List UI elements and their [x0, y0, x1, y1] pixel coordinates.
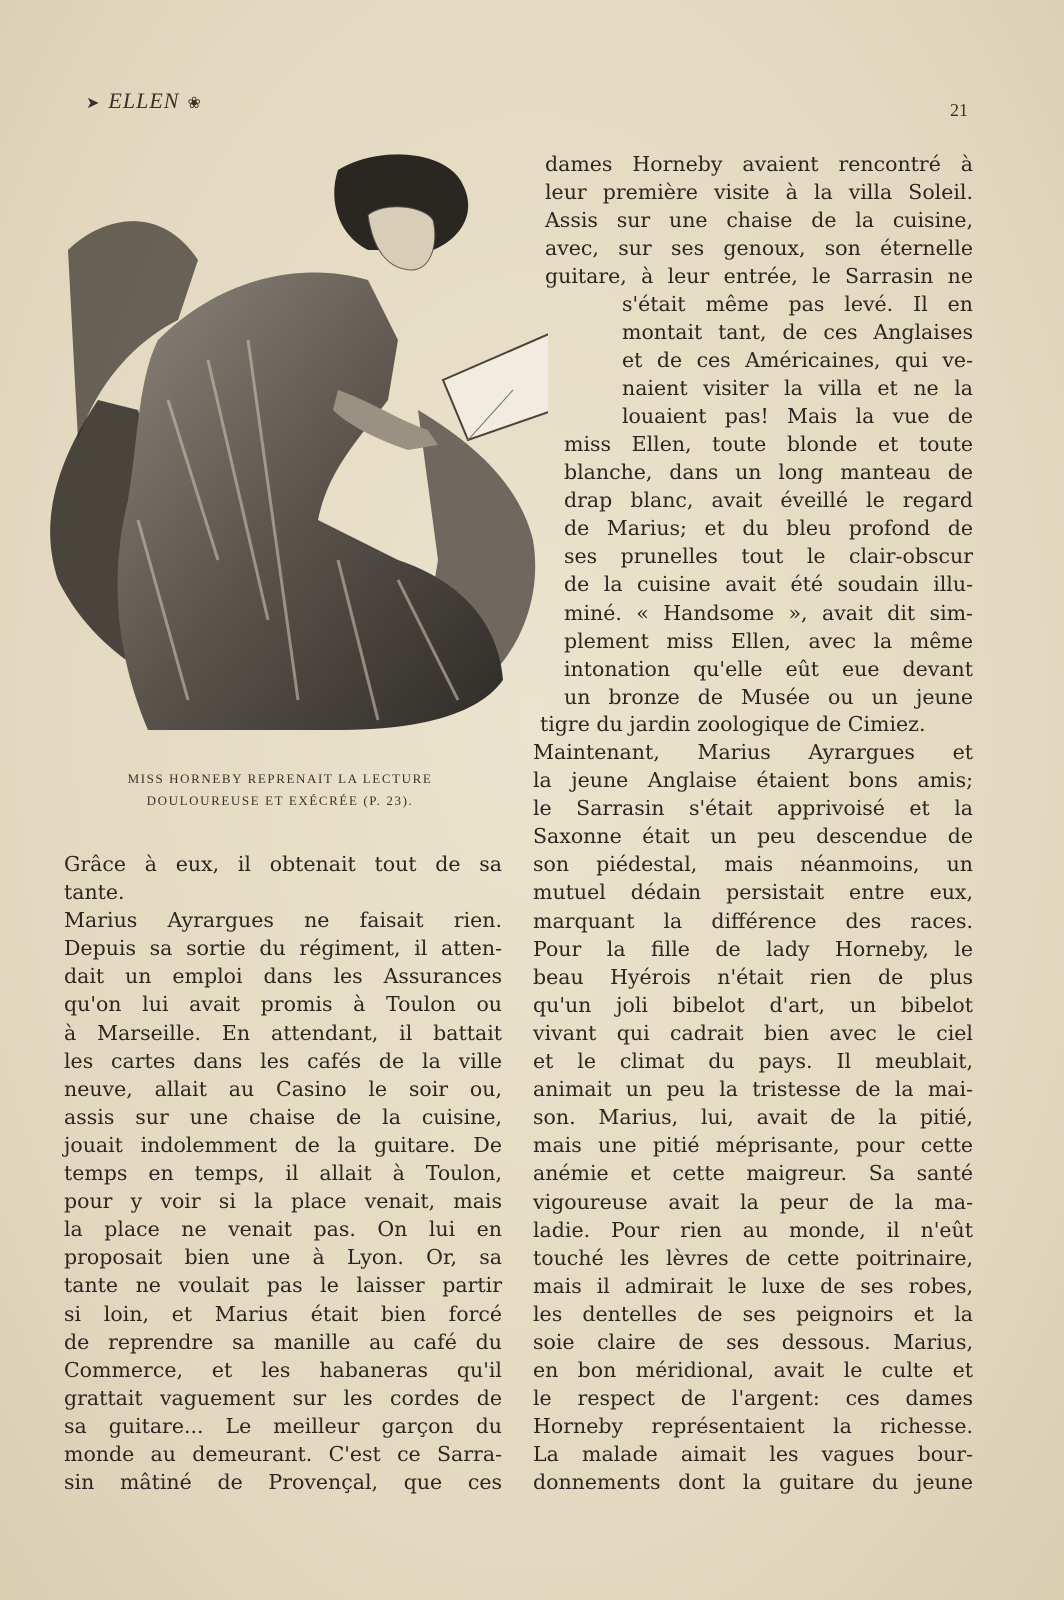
- ornament-right-icon: ❀: [187, 95, 202, 112]
- text-line: dait un emploi dans les Assurances: [64, 964, 502, 989]
- right-column-wrap: [622, 290, 973, 430]
- text-line: animait un peu la tristesse de la mai-: [533, 1077, 973, 1102]
- text-line: blanche, dans un long manteau de: [564, 460, 973, 485]
- text-line: Pour la fille de lady Horneby, le: [533, 936, 973, 961]
- text-line: drap blanc, avait éveillé le regard: [564, 488, 973, 513]
- running-head: [78, 88, 210, 114]
- text-line: Saxonne était un peu descendue de: [533, 824, 973, 849]
- illustration-woman-reading: [38, 140, 548, 740]
- text-line: beau Hyérois n'était rien de plus: [533, 964, 973, 989]
- text-line: louaient pas! Mais la vue de: [622, 404, 973, 429]
- ornament-left-icon: ➤: [86, 95, 101, 112]
- text-line: Horneby représentaient la richesse.: [533, 1414, 973, 1439]
- text-line: montait tant, de ces Anglaises: [622, 320, 973, 345]
- text-line: s'était même pas levé. Il en: [622, 292, 973, 316]
- text-line: si loin, et Marius était bien forcé: [64, 1301, 502, 1326]
- left-column: [64, 850, 502, 1496]
- text-line: soie claire de ses dessous. Marius,: [533, 1329, 973, 1354]
- page-number: 21: [950, 100, 968, 120]
- text-line: vigoureuse avait la peur de la ma-: [533, 1189, 973, 1214]
- text-line: grattait vaguement sur les cordes de: [64, 1385, 502, 1410]
- text-line: la place ne venait pas. On lui en: [64, 1217, 502, 1242]
- right-column-top: [545, 150, 973, 290]
- text-line: dames Horneby avaient rencontré à: [545, 152, 973, 176]
- text-line: miss Ellen, toute blonde et toute: [564, 432, 973, 456]
- text-line: les dentelles de ses peignoirs et la: [533, 1301, 973, 1326]
- caption-line-1: MISS HORNEBY REPRENAIT LA LECTURE: [127, 771, 433, 786]
- text-line: mutuel dédain persistait entre eux,: [533, 880, 973, 905]
- text-line: son piédestal, mais néanmoins, un: [533, 852, 973, 877]
- right-column-wrap2: [564, 430, 973, 711]
- text-line: mais une pitié méprisante, pour cette: [533, 1133, 973, 1158]
- text-line: tigre du jardin zoologique de Cimiez.: [540, 712, 926, 736]
- text-line: touché les lèvres de cette poitrinaire,: [533, 1245, 973, 1270]
- text-line: tante ne voulait pas le laisser partir: [64, 1273, 502, 1298]
- text-line: donnements dont la guitare du jeune: [533, 1470, 973, 1495]
- text-line: temps en temps, il allait à Toulon,: [64, 1161, 502, 1186]
- text-line: ladie. Pour rien au monde, il n'eût: [533, 1217, 973, 1242]
- text-line: de reprendre sa manille au café du: [64, 1329, 502, 1354]
- text-line: leur première visite à la villa Soleil.: [545, 180, 973, 205]
- text-line: neuve, allait au Casino le soir ou,: [64, 1076, 502, 1101]
- caption-line-2: DOULOUREUSE ET EXÉCRÉE (P. 23).: [146, 793, 414, 808]
- text-line: sin mâtiné de Provençal, que ces: [64, 1470, 502, 1495]
- text-line: le Sarrasin s'était apprivoisé et la: [533, 796, 973, 821]
- text-line: en bon méridional, avait le culte et: [533, 1358, 973, 1383]
- text-line: proposait bien une à Lyon. Or, sa: [64, 1245, 502, 1270]
- right-column-wrap3: [540, 710, 973, 738]
- text-line: qu'on lui avait promis à Toulon ou: [64, 992, 502, 1017]
- text-line: le respect de l'argent: ces dames: [533, 1386, 973, 1411]
- text-line: monde au demeurant. C'est ce Sarra-: [64, 1441, 502, 1466]
- text-line: mais il admirait le luxe de ses robes,: [533, 1273, 973, 1298]
- illustration-caption: [70, 768, 490, 812]
- text-line: jouait indolemment de la guitare. De: [64, 1132, 502, 1157]
- text-line: Commerce, et les habaneras qu'il: [64, 1357, 502, 1382]
- text-line: un bronze de Musée ou un jeune: [564, 684, 973, 709]
- text-line: de la cuisine avait été soudain illu-: [564, 572, 973, 597]
- text-line: naient visiter la villa et ne la: [622, 376, 973, 401]
- text-line: sa guitare... Le meilleur garçon du: [64, 1413, 502, 1438]
- text-line: La malade aimait les vagues bour-: [533, 1442, 973, 1467]
- text-line: plement miss Ellen, avec la même: [564, 628, 973, 653]
- right-column-bottom: [533, 738, 973, 1497]
- text-line: Maintenant, Marius Ayrargues et: [533, 740, 973, 764]
- text-line: guitare, à leur entrée, le Sarrasin ne: [545, 264, 973, 289]
- text-line: anémie et cette maigreur. Sa santé: [533, 1161, 973, 1186]
- text-line: et le climat du pays. Il meublait,: [533, 1049, 973, 1074]
- text-line: ses prunelles tout le clair-obscur: [564, 544, 973, 569]
- text-line: à Marseille. En attendant, il battait: [64, 1020, 502, 1045]
- text-line: vivant qui cadrait bien avec le ciel: [533, 1020, 973, 1045]
- running-title: ELLEN: [108, 88, 180, 113]
- text-line: assis sur une chaise de la cuisine,: [64, 1104, 502, 1129]
- text-line: les cartes dans les cafés de la ville: [64, 1048, 502, 1073]
- text-line: la jeune Anglaise étaient bons amis;: [533, 768, 973, 793]
- text-line: Assis sur une chaise de la cuisine,: [545, 208, 973, 233]
- text-line: de Marius; et du bleu profond de: [564, 516, 973, 541]
- text-line: Depuis sa sortie du régiment, il atten-: [64, 936, 502, 961]
- text-line: son. Marius, lui, avait de la pitié,: [533, 1105, 973, 1130]
- text-line: Grâce à eux, il obtenait tout de sa: [64, 852, 502, 876]
- text-line: miné. « Handsome », avait dit sim-: [564, 600, 973, 625]
- text-line: avec, sur ses genoux, son éternelle: [545, 236, 973, 261]
- text-line: marquant la différence des races.: [533, 908, 973, 933]
- text-line: et de ces Américaines, qui ve-: [622, 348, 973, 373]
- text-line: tante.: [64, 880, 125, 905]
- text-line: qu'un joli bibelot d'art, un bibelot: [533, 992, 973, 1017]
- text-line: pour y voir si la place venait, mais: [64, 1189, 502, 1214]
- text-line: intonation qu'elle eût eue devant: [564, 656, 973, 681]
- text-line: Marius Ayrargues ne faisait rien.: [64, 908, 502, 933]
